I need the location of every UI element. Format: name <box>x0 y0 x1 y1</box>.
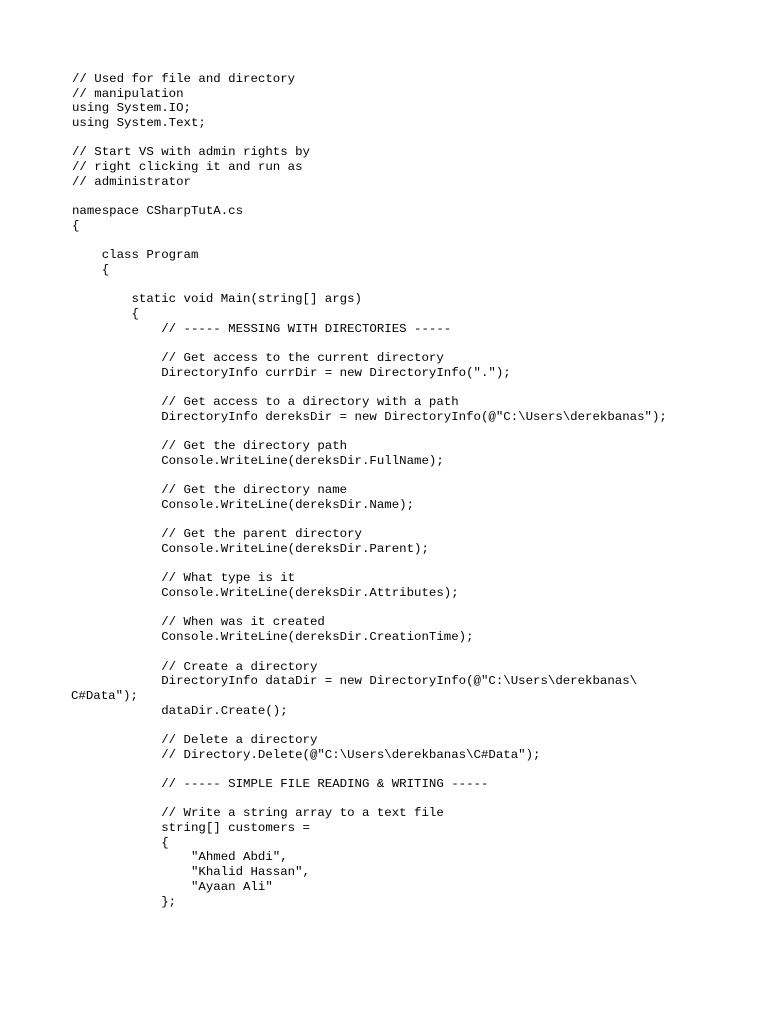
code-line: "Khalid Hassan", <box>72 865 310 880</box>
code-line: DirectoryInfo dereksDir = new DirectoryInfo(@"C:\Users\derekbanas"); <box>72 409 667 424</box>
code-line: // Create a directory <box>72 659 318 674</box>
code-line: Console.WriteLine(dereksDir.Attributes); <box>72 586 459 601</box>
code-line <box>72 190 762 205</box>
code-line: // manipulation <box>72 86 184 101</box>
code-line <box>72 792 762 807</box>
code-line: { <box>72 835 169 850</box>
code-line: Console.WriteLine(dereksDir.CreationTime); <box>72 630 474 645</box>
code-line <box>72 278 762 293</box>
code-line <box>72 336 762 351</box>
code-line: using System.Text; <box>72 116 206 131</box>
code-line <box>72 601 762 616</box>
code-line: // Directory.Delete(@"C:\Users\derekbanas\C#Data"); <box>72 747 541 762</box>
code-line: // ----- MESSING WITH DIRECTORIES ----- <box>72 321 452 336</box>
code-line: // administrator <box>72 174 191 189</box>
code-line: "Ayaan Ali" <box>72 879 273 894</box>
code-line: class Program <box>72 248 199 263</box>
code-line <box>72 513 762 528</box>
code-line: // When was it created <box>72 615 325 630</box>
code-line <box>72 469 762 484</box>
code-line: DirectoryInfo dataDir = new DirectoryInfo(@"C:\Users\derekbanas\ <box>72 674 638 689</box>
code-line: // right clicking it and run as <box>72 160 303 175</box>
code-line: Console.WriteLine(dereksDir.Name); <box>72 497 415 512</box>
code-line: Console.WriteLine(dereksDir.Parent); <box>72 542 429 556</box>
code-line: using System.IO; <box>72 101 191 116</box>
code-line: // Delete a directory <box>72 732 318 747</box>
code-line <box>72 762 762 777</box>
code-line <box>72 234 762 249</box>
code-line: "Ahmed Abdi", <box>72 850 288 865</box>
code-line: // ----- SIMPLE FILE READING & WRITING ----- <box>72 777 489 791</box>
code-line: // Get access to the current directory <box>72 351 444 366</box>
code-line: // Start VS with admin rights by <box>72 145 310 160</box>
code-line: // Get the directory path <box>72 439 348 454</box>
code-line: // Get access to a directory with a path <box>72 395 459 410</box>
code-line: // Get the directory name <box>72 483 348 498</box>
code-line <box>72 645 762 660</box>
code-line: { <box>72 262 110 277</box>
code-line: }; <box>72 894 177 909</box>
code-line: { <box>72 218 80 233</box>
code-line <box>72 718 762 733</box>
code-line: static void Main(string[] args) <box>72 292 362 307</box>
code-line: // Get the parent directory <box>72 527 362 542</box>
code-line-wrapped: C#Data"); <box>71 688 138 703</box>
code-line <box>72 425 762 440</box>
code-line: dataDir.Create(); <box>72 703 288 718</box>
code-line: // Write a string array to a text file <box>72 806 444 821</box>
code-line <box>72 380 762 395</box>
code-line: // Used for file and directory <box>72 72 296 86</box>
code-line: Console.WriteLine(dereksDir.FullName); <box>72 453 444 468</box>
code-line: namespace CSharpTutA.cs <box>72 204 244 219</box>
code-line: { <box>72 307 139 321</box>
code-line <box>72 557 762 572</box>
code-listing <box>72 72 762 924</box>
code-line: // What type is it <box>72 571 296 586</box>
code-line <box>72 131 762 146</box>
code-line: DirectoryInfo currDir = new DirectoryInfo("."); <box>72 365 511 380</box>
code-line <box>72 909 762 924</box>
code-line: string[] customers = <box>72 821 310 836</box>
